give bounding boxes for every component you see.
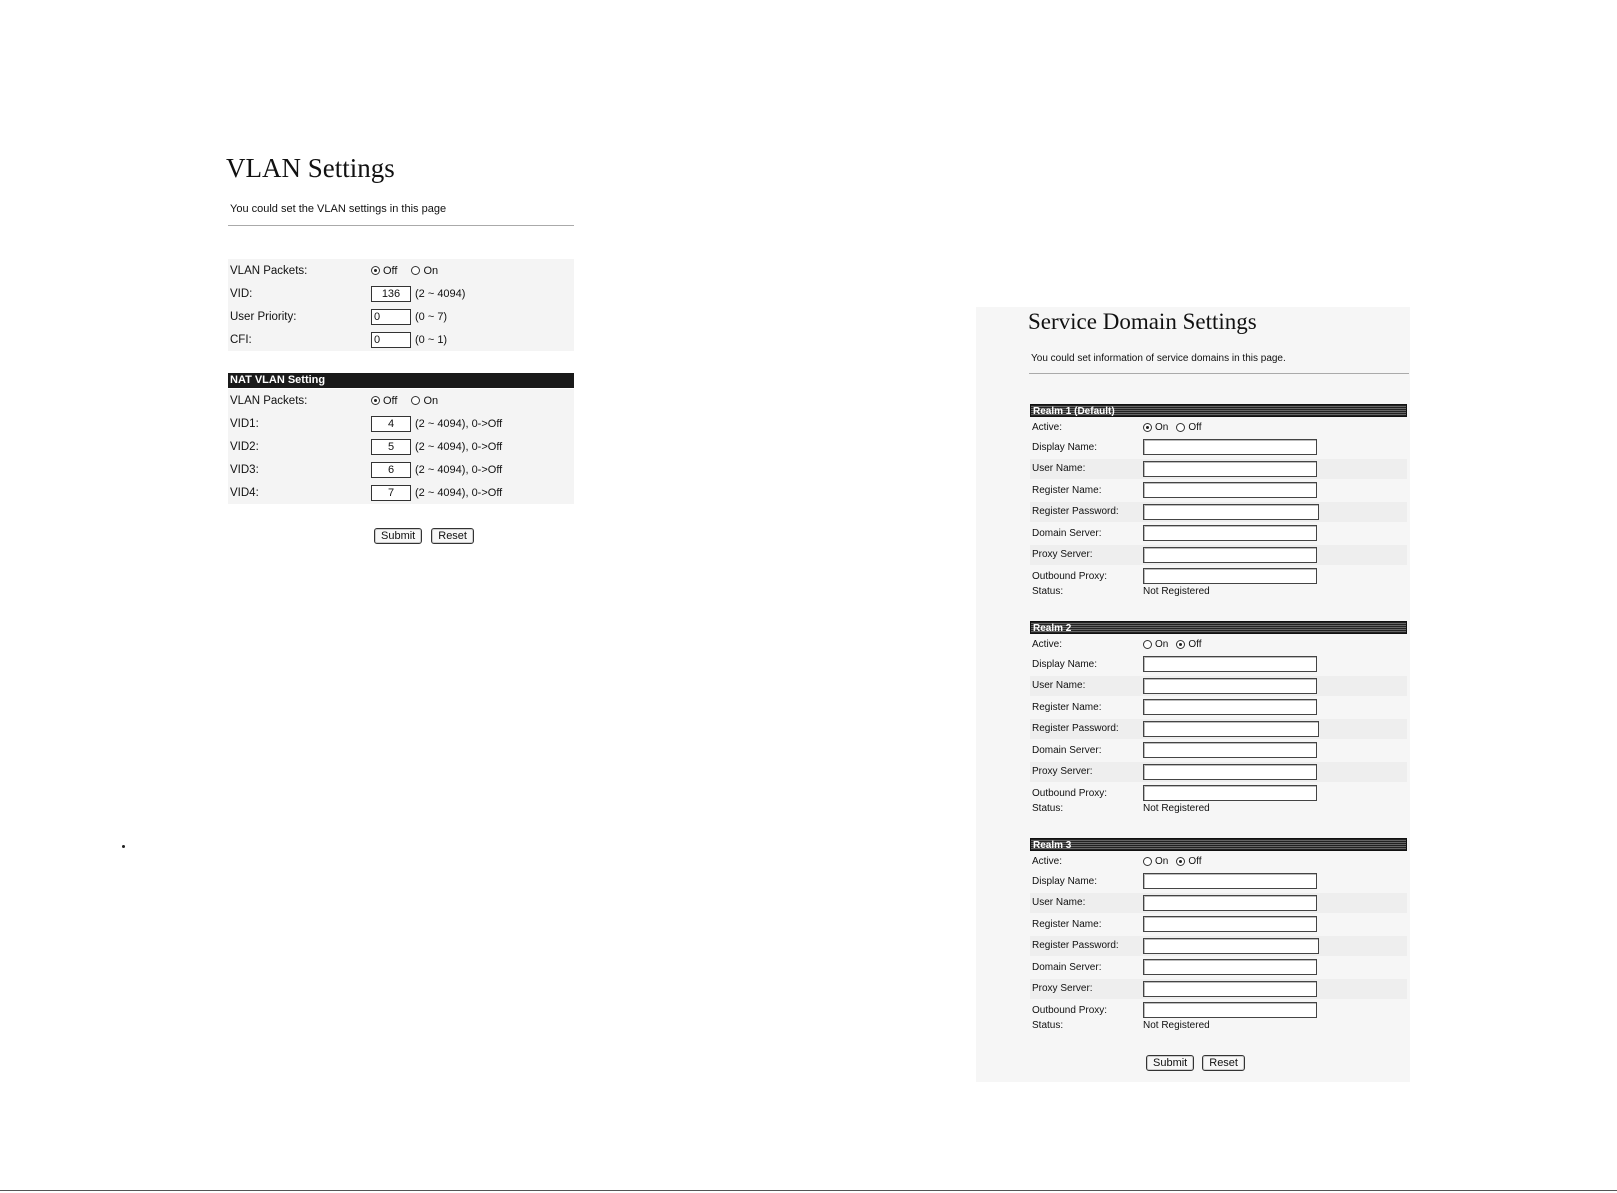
register-name-label: Register Name:	[1032, 918, 1102, 930]
cfi-label: CFI:	[230, 333, 252, 346]
vid-input[interactable]: 136	[371, 286, 411, 302]
outbound-proxy-input[interactable]	[1143, 785, 1317, 801]
active-on-option[interactable]: On	[1143, 856, 1168, 867]
register-password-label: Register Password:	[1032, 940, 1119, 951]
realm-header: Realm 1 (Default)	[1030, 404, 1407, 417]
display-name-label: Display Name:	[1032, 658, 1098, 670]
register-name-input[interactable]	[1143, 699, 1317, 715]
active-label: Active:	[1032, 638, 1063, 650]
realm-register-password-row	[1030, 502, 1407, 522]
active-off-option[interactable]: Off	[1176, 639, 1201, 650]
realm-proxy-server-row	[1030, 545, 1407, 565]
status-value: Not Registered	[1143, 1020, 1210, 1031]
register-password-label: Register Password:	[1032, 506, 1119, 517]
vid-hint: (2 ~ 4094)	[415, 287, 466, 300]
user-name-label: User Name:	[1032, 897, 1086, 908]
nat-vid2-row	[228, 435, 574, 458]
register-password-input[interactable]	[1143, 938, 1319, 954]
outbound-proxy-label: Outbound Proxy:	[1032, 570, 1108, 582]
realm-user-name-row	[1030, 676, 1407, 696]
nat-vid3-label: VID3:	[230, 463, 259, 476]
bullet-dot	[122, 845, 125, 848]
domain-server-input[interactable]	[1143, 959, 1317, 975]
realm-active-row	[1030, 634, 1407, 654]
domain-server-label: Domain Server:	[1032, 961, 1102, 973]
page-bottom-rule	[0, 1190, 1617, 1191]
radio-off[interactable]	[1176, 857, 1185, 866]
realm-display-name-row	[1030, 871, 1407, 891]
nat-vid3-input[interactable]: 6	[371, 462, 411, 478]
active-label: Active:	[1032, 421, 1063, 433]
nat-vid1-input[interactable]: 4	[371, 416, 411, 432]
radio-on[interactable]	[1143, 640, 1152, 649]
register-name-label: Register Name:	[1032, 484, 1102, 496]
display-name-label: Display Name:	[1032, 441, 1098, 453]
active-off-option[interactable]: Off	[1176, 422, 1201, 433]
service-domain-button-row	[1146, 1055, 1245, 1071]
divider	[228, 225, 574, 226]
nat-vid2-label: VID2:	[230, 440, 259, 453]
realm-register-name-row	[1030, 480, 1407, 500]
realm-domain-server-row	[1030, 523, 1407, 543]
service-domain-panel	[976, 307, 1410, 1082]
domain-server-input[interactable]	[1143, 742, 1317, 758]
display-name-input[interactable]	[1143, 439, 1317, 455]
nat-vid3-hint: (2 ~ 4094), 0->Off	[415, 463, 503, 476]
radio-off[interactable]	[1176, 423, 1185, 432]
active-on-option[interactable]: On	[1143, 639, 1168, 650]
nat-vid4-row	[228, 481, 574, 504]
vid-label: VID:	[230, 287, 253, 300]
realm-domain-server-row	[1030, 957, 1407, 977]
nat-vid1-label: VID1:	[230, 417, 259, 430]
vlan-packets-off-option[interactable]: Off	[371, 265, 397, 277]
user-name-label: User Name:	[1032, 463, 1086, 474]
outbound-proxy-label: Outbound Proxy:	[1032, 787, 1108, 799]
radio-on[interactable]	[1143, 857, 1152, 866]
domain-server-label: Domain Server:	[1032, 527, 1102, 539]
realm-proxy-server-row	[1030, 762, 1407, 782]
divider	[1029, 373, 1409, 374]
realm-status-row	[1030, 1018, 1407, 1034]
realm-register-name-row	[1030, 697, 1407, 717]
vlan-packets-label: VLAN Packets:	[230, 264, 308, 277]
user-priority-hint: (0 ~ 7)	[415, 310, 448, 323]
proxy-server-label: Proxy Server:	[1032, 983, 1093, 994]
page-title: VLAN Settings	[226, 153, 395, 183]
status-value: Not Registered	[1143, 803, 1210, 814]
register-password-input[interactable]	[1143, 721, 1319, 737]
user-priority-label: User Priority:	[230, 310, 297, 323]
status-label: Status:	[1032, 586, 1064, 597]
register-name-input[interactable]	[1143, 482, 1317, 498]
user-name-input[interactable]	[1143, 678, 1317, 694]
register-password-input[interactable]	[1143, 504, 1319, 520]
user-name-label: User Name:	[1032, 680, 1086, 691]
radio-on[interactable]	[411, 396, 420, 405]
nat-vid2-hint: (2 ~ 4094), 0->Off	[415, 440, 503, 453]
radio-off[interactable]	[371, 396, 380, 405]
cfi-hint: (0 ~ 1)	[415, 333, 448, 346]
nat-vid2-input[interactable]: 5	[371, 439, 411, 455]
nat-vlan-packets-off-option[interactable]: Off	[371, 395, 397, 407]
status-value: Not Registered	[1143, 586, 1210, 597]
vlan-packets-on-option[interactable]: On	[411, 265, 438, 277]
status-label: Status:	[1032, 803, 1064, 814]
outbound-proxy-input[interactable]	[1143, 568, 1317, 584]
display-name-input[interactable]	[1143, 873, 1317, 889]
realm-proxy-server-row	[1030, 979, 1407, 999]
nat-vid1-row	[228, 412, 574, 435]
vlan-button-row	[374, 528, 474, 544]
radio-on[interactable]	[1143, 423, 1152, 432]
display-name-label: Display Name:	[1032, 875, 1098, 887]
nat-vlan-packets-on-option[interactable]: On	[411, 395, 438, 407]
outbound-proxy-label: Outbound Proxy:	[1032, 1004, 1108, 1016]
realm-register-name-row	[1030, 914, 1407, 934]
page-title: Service Domain Settings	[1028, 309, 1257, 334]
user-name-input[interactable]	[1143, 895, 1317, 911]
realm-active-row	[1030, 851, 1407, 871]
nat-vid4-input[interactable]: 7	[371, 485, 411, 501]
user-priority-row	[228, 305, 574, 328]
realm-register-password-row	[1030, 719, 1407, 739]
radio-off[interactable]	[1176, 640, 1185, 649]
nat-vid1-hint: (2 ~ 4094), 0->Off	[415, 417, 503, 430]
user-name-input[interactable]	[1143, 461, 1317, 477]
register-name-label: Register Name:	[1032, 701, 1102, 713]
nat-vid3-row	[228, 458, 574, 481]
outbound-proxy-input[interactable]	[1143, 1002, 1317, 1018]
realm-status-row	[1030, 801, 1407, 817]
realm-active-row	[1030, 417, 1407, 437]
domain-server-input[interactable]	[1143, 525, 1317, 541]
active-label: Active:	[1032, 855, 1063, 867]
realm-domain-server-row	[1030, 740, 1407, 760]
nat-vlan-packets-label: VLAN Packets:	[230, 394, 308, 407]
register-password-label: Register Password:	[1032, 723, 1119, 734]
page-subtitle: You could set information of service domains in this page.	[1031, 353, 1286, 364]
status-label: Status:	[1032, 1020, 1064, 1031]
proxy-server-label: Proxy Server:	[1032, 549, 1093, 560]
active-on-option[interactable]: On	[1143, 422, 1168, 433]
user-priority-input[interactable]: 0	[371, 309, 411, 325]
submit-button[interactable]: Submit	[1146, 1055, 1194, 1071]
active-off-option[interactable]: Off	[1176, 856, 1201, 867]
realm-user-name-row	[1030, 893, 1407, 913]
realm-display-name-row	[1030, 654, 1407, 674]
proxy-server-input[interactable]	[1143, 547, 1317, 563]
realm-header: Realm 3	[1030, 838, 1407, 851]
radio-on[interactable]	[411, 266, 420, 275]
realm-header: Realm 2	[1030, 621, 1407, 634]
register-name-input[interactable]	[1143, 916, 1317, 932]
submit-button[interactable]: Submit	[374, 528, 422, 544]
domain-server-label: Domain Server:	[1032, 744, 1102, 756]
page-subtitle: You could set the VLAN settings in this page	[230, 203, 447, 215]
nat-vid4-hint: (2 ~ 4094), 0->Off	[415, 486, 503, 499]
nat-vid4-label: VID4:	[230, 486, 259, 499]
realm-status-row	[1030, 584, 1407, 600]
cfi-input[interactable]: 0	[371, 332, 411, 348]
proxy-server-input[interactable]	[1143, 981, 1317, 997]
proxy-server-label: Proxy Server:	[1032, 766, 1093, 777]
proxy-server-input[interactable]	[1143, 764, 1317, 780]
display-name-input[interactable]	[1143, 656, 1317, 672]
realm-user-name-row	[1030, 459, 1407, 479]
realm-display-name-row	[1030, 437, 1407, 457]
reset-button[interactable]: Reset	[431, 528, 474, 544]
realm-register-password-row	[1030, 936, 1407, 956]
radio-off[interactable]	[371, 266, 380, 275]
nat-vlan-header: NAT VLAN Setting	[228, 373, 574, 388]
vid-row	[228, 282, 574, 305]
nat-vlan-packets-row	[228, 389, 574, 412]
vlan-packets-row	[228, 259, 574, 282]
cfi-row	[228, 328, 574, 351]
reset-button[interactable]: Reset	[1202, 1055, 1245, 1071]
